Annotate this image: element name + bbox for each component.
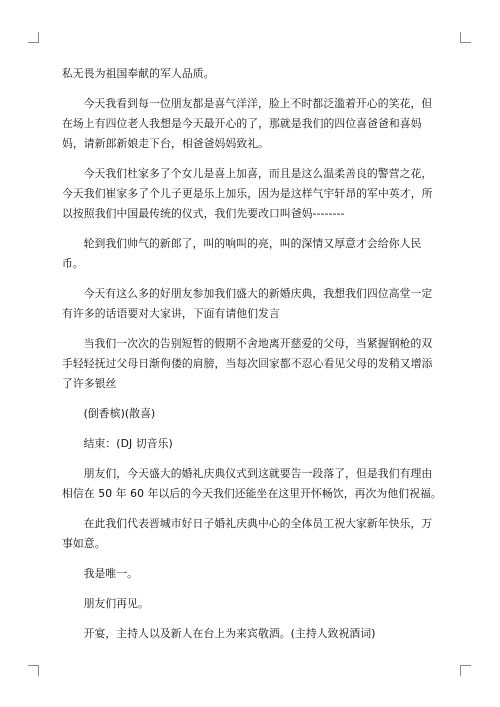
crop-mark-top-left [28, 32, 39, 43]
crop-mark-bottom-right [460, 665, 471, 676]
paragraph: 今天有这么多的好朋友参加我们盛大的新婚庆典，我想我们四位高堂一定有许多的话语要对大家讲，下面有请他们发言 [62, 287, 433, 320]
crop-mark-bottom-left [28, 665, 39, 676]
paragraph: 朋友们再见。 [83, 597, 149, 610]
paragraph: 私无畏为祖国奉献的军人品质。 [62, 67, 215, 80]
paragraph: 今天我看到每一位朋友都是喜气洋洋，脸上不时都泛滥着开心的笑花，但在场上有四位老人我想是今天最开心的了，那就是我们的四位喜爸爸和喜妈妈，请新郎新娘走下台，相爸爸妈妈致礼。 [62, 97, 433, 150]
paragraph: (倒香槟)(散喜) [83, 407, 156, 420]
paragraph: 今天我们杜家多了个女儿是喜上加喜，而且是这么温柔善良的警营之花，今天我们崔家多了个儿子更是乐上加乐，因为是这样气宇轩昂的军中英才，所以按照我们中国最传统的仪式，我们先要改口叫爸妈-------- [62, 167, 433, 220]
document-body [62, 64, 442, 654]
crop-mark-top-right [460, 32, 471, 43]
paragraph: 开宴，主持人以及新人在台上为来宾敬酒。(主持人致祝酒词) [83, 627, 376, 640]
paragraph: 当我们一次次的告别短暂的假期不舍地离开慈爱的父母，当紧握钢枪的双手轻轻抚过父母日渐佝偻的肩膀，当每次回家都不忍心看见父母的发稍又增添了许多银丝 [62, 337, 433, 390]
paragraph: 我是唯一。 [83, 567, 139, 580]
paragraph: 在此我们代表晋城市好日子婚礼庆典中心的全体员工祝大家新年快乐，万事如意。 [62, 517, 433, 550]
paragraph: 结束：(DJ 切音乐) [83, 437, 173, 450]
paragraph: 轮到我们帅气的新郎了，叫的响叫的亮，叫的深情又厚意才会给你人民币。 [62, 237, 422, 270]
paragraph: 朋友们，今天盛大的婚礼庆典仪式到这就要告一段落了，但是我们有理由相信在 50 年 60 年以后的今天我们还能坐在这里开怀畅饮，再次为他们祝福。 [62, 467, 442, 500]
